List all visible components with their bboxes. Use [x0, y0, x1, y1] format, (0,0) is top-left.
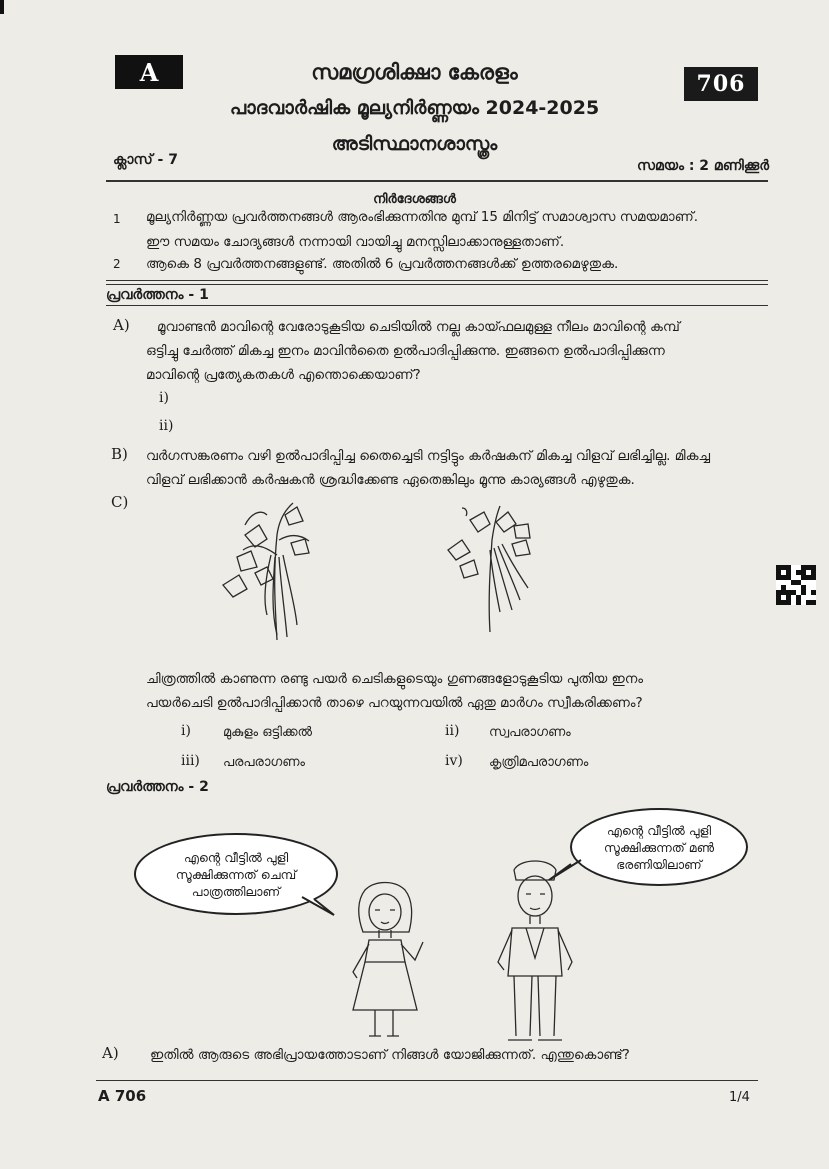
question-text: ചിത്രത്തിൽ കാണുന്ന രണ്ടു പയർ ചെടികളുടെയും ഗുണങ്ങളോടുകൂടിയ പുതിയ ഇനം	[146, 671, 643, 687]
qr-code-icon	[776, 565, 816, 605]
scan-mark	[0, 0, 4, 14]
bean-plant-short-pods-illustration	[440, 500, 540, 635]
option-number: iii)	[181, 753, 200, 769]
speech-line: പാത്രത്തിലാണ്	[191, 883, 281, 899]
activity-1-title: പ്രവർത്തനം - 1	[106, 287, 209, 303]
answer-blank: i)	[159, 390, 169, 406]
boy-illustration	[490, 858, 580, 1048]
option-number: i)	[181, 723, 191, 739]
question-label: C)	[111, 493, 129, 511]
bean-plant-long-pods-illustration	[215, 495, 315, 645]
activity-2-title: പ്രവർത്തനം - 2	[106, 779, 209, 795]
question-text: മൂവാണ്ടൻ മാവിന്റെ വേരോടുകൂടിയ ചെടിയിൽ നല്ല കായ്ഫലമുള്ള നീലം മാവിന്റെ കമ്പ്	[157, 319, 680, 335]
time-label: സമയം : 2 മണിക്കൂർ	[637, 158, 769, 174]
speech-line: എന്റെ വീട്ടിൽ പുളി	[183, 849, 289, 865]
girl-illustration	[335, 880, 430, 1045]
boy-speech-bubble	[570, 808, 748, 886]
instructions-rule	[106, 284, 768, 285]
instructions-rule	[106, 280, 768, 281]
option-text: സ്വപരാഗണം	[489, 725, 571, 740]
question-text: വിളവ് ലഭിക്കാൻ കർഷകൻ ശ്രദ്ധിക്കേണ്ട ഏതെങ്കിലും മൂന്നു കാര്യങ്ങൾ എഴുതുക.	[146, 472, 635, 488]
speech-line: സൂക്ഷിക്കുന്നത് ചെമ്പ്	[175, 866, 297, 882]
speech-line: ഭരണിയിലാണ്	[616, 856, 702, 872]
question-text: ഇതിൽ ആരുടെ അഭിപ്രായത്തോടാണ് നിങ്ങൾ യോജിക്കുന്നത്. എന്തുകൊണ്ട്?	[150, 1047, 630, 1063]
question-label: B)	[111, 445, 128, 463]
instruction-number: 1	[113, 212, 121, 226]
footer-code: A 706	[98, 1087, 147, 1105]
header-rule	[106, 180, 768, 182]
page-number: 1/4	[729, 1090, 750, 1105]
org-title: സമഗ്രശിക്ഷാ കേരളം	[311, 60, 518, 84]
question-text: മാവിന്റെ പ്രത്യേകതകൾ എന്തൊക്കെയാണ്?	[146, 367, 421, 383]
option-text: മുകുളം ഒട്ടിക്കൽ	[223, 725, 312, 740]
question-text: വർഗസങ്കരണം വഴി ഉൽപാദിപ്പിച്ച തൈച്ചെടി നട്ടിട്ടും കർഷകന് മികച്ച വിളവ് ലഭിച്ചില്ല. മികച്ച	[146, 448, 711, 464]
speech-line: എന്റെ വീട്ടിൽ പുളി	[606, 822, 712, 838]
question-label: A)	[102, 1044, 119, 1062]
question-text: ഒട്ടിച്ചു ചേർത്ത് മികച്ച ഇനം മാവിൻതൈ ഉൽപാദിപ്പിക്കുന്നു. ഇങ്ങനെ ഉൽപാദിപ്പിക്കുന്ന	[146, 343, 665, 359]
footer-rule	[96, 1080, 758, 1081]
option-number: ii)	[445, 723, 460, 739]
instruction-number: 2	[113, 257, 121, 271]
paper-code: 706	[684, 67, 758, 101]
answer-blank: ii)	[159, 418, 174, 434]
subject-title: അടിസ്ഥാനശാസ്ത്രം	[331, 133, 498, 155]
activity-rule	[106, 305, 768, 306]
instructions-heading: നിർദേശങ്ങൾ	[373, 192, 456, 207]
option-number: iv)	[445, 753, 463, 769]
question-text: പയർചെടി ഉൽപാദിപ്പിക്കാൻ താഴെ പറയുന്നവയിൽ ഏതു മാർഗം സ്വീകരിക്കണം?	[146, 695, 643, 711]
option-text: കൃത്രിമപരാഗണം	[489, 755, 589, 770]
instruction-text: ആകെ 8 പ്രവർത്തനങ്ങളുണ്ട്. അതിൽ 6 പ്രവർത്തനങ്ങൾക്ക് ഉത്തരമെഴുതുക.	[146, 256, 619, 272]
speech-tail	[300, 895, 340, 919]
exam-title: പാദവാർഷിക മൂല്യനിർണ്ണയം 2024-2025	[229, 97, 600, 119]
instruction-text: മൂല്യനിർണ്ണയ പ്രവർത്തനങ്ങൾ ആരംഭിക്കുന്നതിനു മുമ്പ് 15 മിനിട്ട് സമാശ്വാസ സമയമാണ്.	[146, 209, 699, 225]
set-label: A	[115, 55, 183, 89]
question-label: A)	[113, 316, 130, 334]
instruction-text: ഈ സമയം ചോദ്യങ്ങൾ നന്നായി വായിച്ചു മനസ്സിലാക്കാനുള്ളതാണ്.	[146, 234, 565, 250]
speech-line: സൂക്ഷിക്കുന്നത് മൺ	[603, 839, 715, 855]
option-text: പരപരാഗണം	[223, 755, 305, 770]
class-label: ക്ലാസ് - 7	[113, 152, 178, 168]
